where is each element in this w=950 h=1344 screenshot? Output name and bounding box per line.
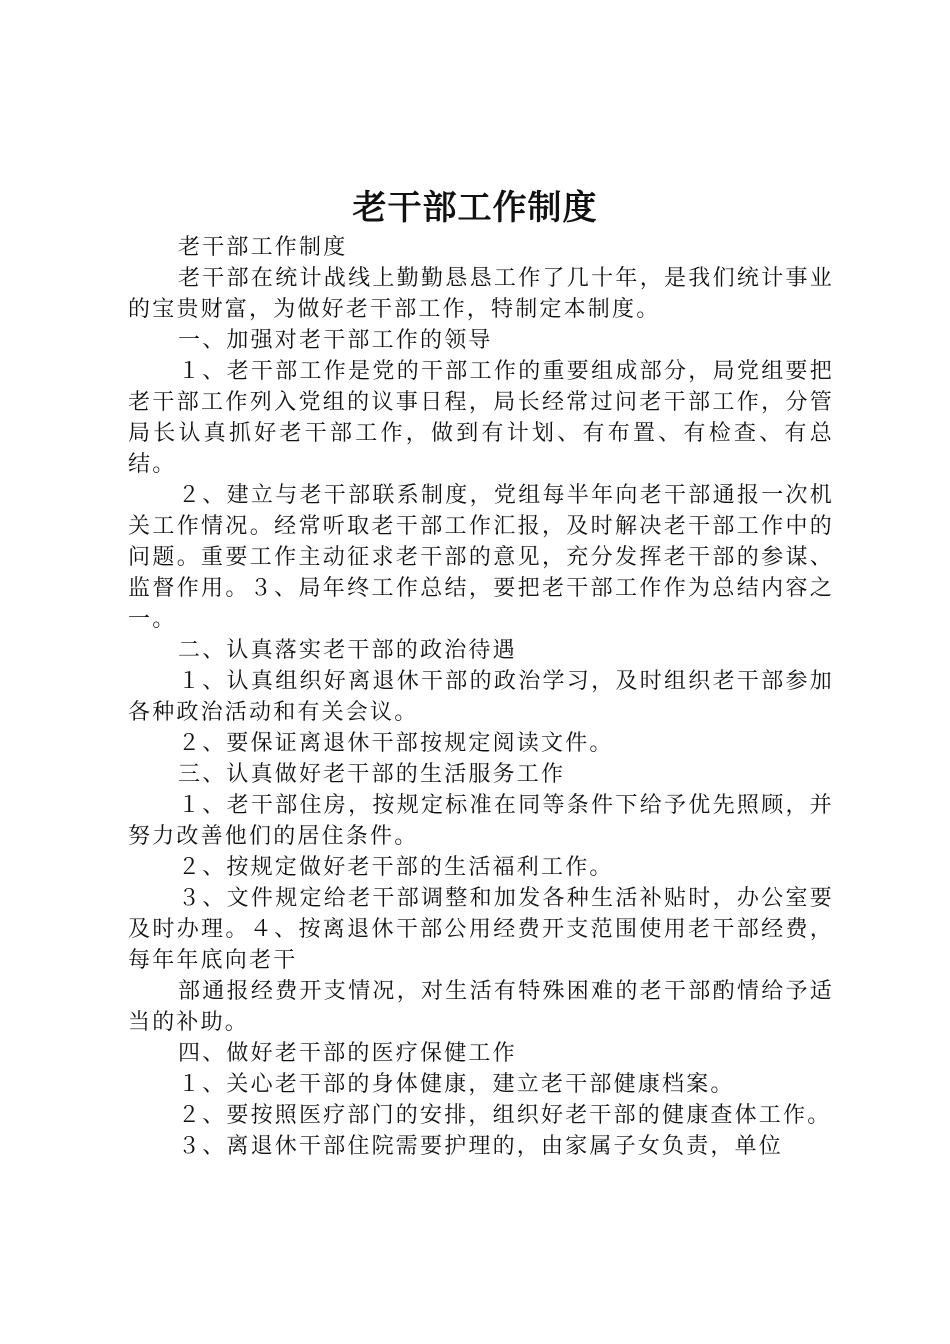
paragraph-4-3: ３、离退休干部住院需要护理的，由家属子女负责，单位 (178, 1134, 784, 1159)
paragraph-intro: 老干部在统计战线上勤勤恳恳工作了几十年，是我们统计事业的宝贵财富，为做好老干部工作，特制定本制度。 (128, 266, 834, 322)
paragraph-4-2: ２、要按照医疗部门的安排，组织好老干部的健康查体工作。 (178, 1103, 832, 1128)
paragraph-2-2: ２、要保证离退休干部按规定阅读文件。 (178, 731, 614, 756)
paragraph-1-2: ２、建立与老干部联系制度，党组每半年向老干部通报一次机关工作情况。经常听取老干部工作汇报，及时解决老干部工作中的问题。重要工作主动征求老干部的意见，充分发挥老干部的参谋、监督作用。３、局年终工作总结，要把老干部工作作为总结内容之一。 (128, 483, 834, 632)
section-heading-1: 一、加强对老干部工作的领导 (178, 328, 493, 353)
paragraph-4-1: １、关心老干部的身体健康，建立老干部健康档案。 (178, 1072, 735, 1097)
document-body (128, 232, 834, 1162)
document-title: 老干部工作制度 (352, 188, 598, 228)
paragraph-1-1: １、老干部工作是党的干部工作的重要组成部分，局党组要把老干部工作列入党组的议事日程，局长经常过问老干部工作，分管局长认真抓好老干部工作，做到有计划、有布置、有检查、有总结。 (128, 359, 834, 477)
section-heading-3: 三、认真做好老干部的生活服务工作 (178, 762, 566, 787)
paragraph-3-2: ２、按规定做好老干部的生活福利工作。 (178, 855, 614, 880)
paragraph-subtitle: 老干部工作制度 (178, 235, 348, 260)
section-heading-4: 四、做好老干部的医疗保健工作 (178, 1041, 517, 1066)
section-heading-2: 二、认真落实老干部的政治待遇 (178, 638, 517, 663)
paragraph-3-4: 部通报经费开支情况，对生活有特殊困难的老干部酌情给予适当的补助。 (128, 979, 834, 1035)
paragraph-2-1: １、认真组织好离退休干部的政治学习，及时组织老干部参加各种政治活动和有关会议。 (128, 669, 834, 725)
paragraph-3-1: １、老干部住房，按规定标准在同等条件下给予优先照顾，并努力改善他们的居住条件。 (128, 793, 834, 849)
paragraph-3-3: ３、文件规定给老干部调整和加发各种生活补贴时，办公室要及时办理。４、按离退休干部公用经费开支范围使用老干部经费，每年年底向老干 (128, 886, 834, 973)
